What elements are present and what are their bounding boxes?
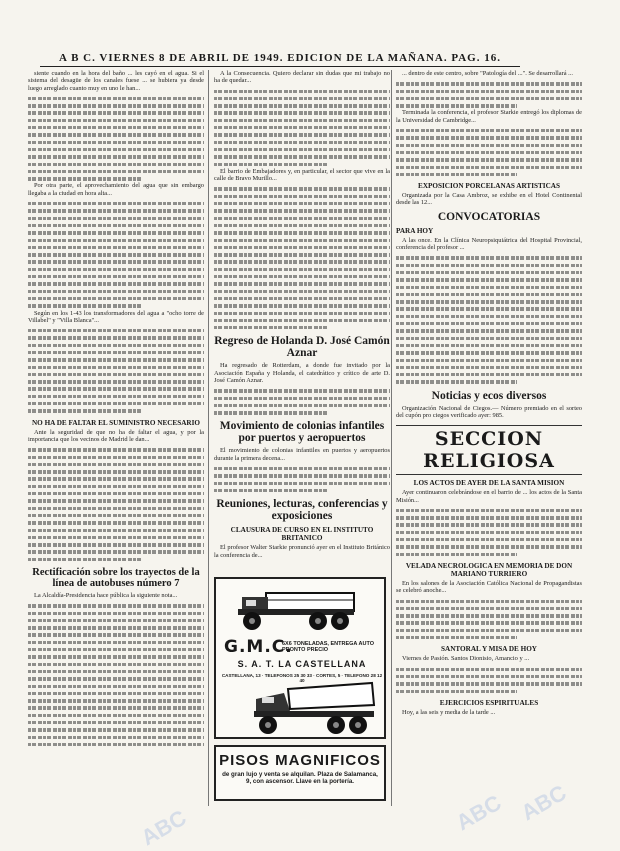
column-1 — [28, 70, 204, 810]
article-lines — [28, 95, 204, 183]
article-text: La Alcaldía-Presidencia hace pública la siguiente nota... — [34, 592, 178, 599]
article-text: A las once. En la Clínica Neuropsiquiátrica del Hospital Provincial, conferencia del profesor ... — [396, 236, 582, 252]
article-text: Hoy, a las seis y media de la tarde ... — [402, 708, 496, 716]
article-text: siente cuando en la hora del baño ... les cayó en el agua. Si el sistema del desagüe de los canales fuese ... se hubiera ya desde luego arreglado cuanto muy en uno le han... — [28, 70, 204, 92]
subheadline-ejercicios: EJERCICIOS ESPIRITUALES — [439, 698, 539, 707]
truck-illustration-bottom — [250, 681, 380, 737]
article-text: Organización Nacional de Ciegos.— Número premiado en el sorteo del cupón pro ciegos verificado ayer: 985. — [396, 404, 582, 419]
header-line: A B C. VIERNES 8 DE ABRIL DE 1949. EDICION DE LA MAÑANA. PAG. 16. — [58, 52, 501, 64]
article-text: Terminada la conferencia, el profesor Starkie entregó los diplomas de la Universidad de Cambridge... — [396, 109, 582, 124]
article-lines — [214, 88, 390, 168]
headline-noticias: Noticias y ecos diversos — [431, 389, 547, 402]
article-text: El barrio de Embajadores y, en particular, el sector que vive en la calle de Bravo Murillo... — [214, 167, 390, 183]
subheadline-actos: LOS ACTOS DE AYER DE LA SANTA MISION — [413, 479, 565, 488]
headline-colonias: Movimiento de colonias infantiles por puertos y aeropuertos — [219, 420, 385, 445]
subheadline-suministro: NO HA DE FALTAR EL SUMINISTRO NECESARIO — [31, 418, 200, 427]
headline-camon: Regreso de Holanda D. José Camón Aznar — [214, 335, 390, 360]
ad-subtitle: de gran lujo y venta se alquilan. Plaza de Salamanca, 9, con ascensor. Llave en la portería. — [222, 771, 378, 785]
article-lines — [214, 465, 390, 494]
headline-reuniones: Reuniones, lecturas, conferencias y exposiciones — [216, 498, 388, 523]
article-text: A la Consecuencia. Quiero declarar sin dudas que mi trabajo no ha de quedar... — [214, 70, 390, 85]
ad-address: CASTELLANA, 13 · TELEFONOS 25 30 33 · CORTES, 5 · TELEFONO 28 12 40 — [221, 673, 383, 683]
subheadline-clausura: CLAUSURA DE CURSO EN EL INSTITUTO BRITANICO — [230, 526, 374, 543]
pisos-advertisement — [214, 745, 386, 801]
article-lines — [28, 446, 204, 563]
article-text: El movimiento de colonias infantiles en puertos y aeropuertos durante la primera decena... — [214, 447, 390, 462]
ad-title: PISOS MAGNIFICOS — [219, 752, 381, 769]
article-lines — [214, 387, 390, 416]
article-text: En los salones de la Asociación Católica Nacional de Propagandistas se celebró anoche... — [396, 579, 582, 595]
article-lines — [28, 200, 204, 309]
article-text: Ayer continuaron celebrándose en el barrio de ... los actos de la Santa Misión... — [396, 489, 582, 504]
article-text: Ha regresado de Rotterdam, a donde fue invitado por la Asociación España y Holanda, el catedrático y crítico de arte D. José Camón Aznar. — [214, 362, 390, 384]
ad-company: S. A. T. LA CASTELLANA — [237, 659, 367, 669]
article-text: Por otra parte, el aprovechamiento del agua que sin embargo llegaba a la ciudad en hora alta... — [28, 182, 204, 197]
article-lines — [396, 127, 582, 178]
article-text: ... dentro de este centro, sobre "Patología del ...". Se desarrollará ... — [402, 70, 573, 77]
article-lines — [396, 598, 582, 642]
article-text: Viernes de Pasión. Santos Dionisio, Amancio y ... — [402, 655, 530, 663]
article-lines — [396, 666, 582, 695]
article-lines — [396, 80, 582, 109]
archive-watermark: ABC — [516, 779, 571, 826]
article-lines — [28, 602, 204, 748]
subheadline-exposicion: EXPOSICION PORCELANAS ARTISTICAS — [418, 182, 560, 191]
header-rule — [40, 66, 520, 67]
archive-watermark: ABC — [136, 804, 191, 851]
article-text: Según en los 1-43 los transformadores del agua a "ocho torre de Villabel" y "Villa Blanca"... — [28, 309, 204, 324]
ad-brand: G.M.C. — [224, 637, 293, 657]
gmc-truck-advertisement — [214, 577, 386, 739]
subheadline-para-hoy: PARA HOY — [396, 226, 434, 235]
headline-convocatorias: CONVOCATORIAS — [437, 210, 541, 223]
article-text: Ante la seguridad de que no ha de faltar el agua, y por la importancia que los vecinos de Madrid le dan... — [28, 428, 204, 443]
article-lines — [214, 185, 390, 331]
column-2 — [214, 70, 390, 572]
column-divider — [208, 70, 209, 806]
ad-tagline: 6X6 TONELADAS, ENTREGA AUTO PRONTO PRECIO — [282, 641, 374, 653]
headline-autobuses: Rectificación sobre los trayectos de la línea de autobuses número 7 — [32, 567, 200, 589]
article-text: El profesor Walter Starkie pronunció ayer en el Instituto Británico la conferencia de... — [214, 544, 390, 559]
archive-watermark: ABC — [451, 789, 506, 836]
section-title-religiosa: SECCION RELIGIOSA — [396, 425, 582, 475]
subheadline-velada: VELADA NECROLOGICA EN MEMORIA DE DON MARIANO TURRIERO — [405, 561, 573, 578]
article-text: Organizada por la Casa Ambroz, se exhibe en el Hotel Continental desde las 12... — [396, 192, 582, 207]
subheadline-santoral: SANTORAL Y MISA DE HOY — [441, 645, 537, 654]
article-lines — [28, 327, 204, 415]
column-divider — [391, 70, 392, 806]
article-lines — [396, 507, 582, 558]
truck-illustration-top — [236, 583, 366, 635]
article-lines — [396, 254, 582, 385]
column-3 — [396, 70, 582, 810]
page-header — [40, 52, 520, 66]
